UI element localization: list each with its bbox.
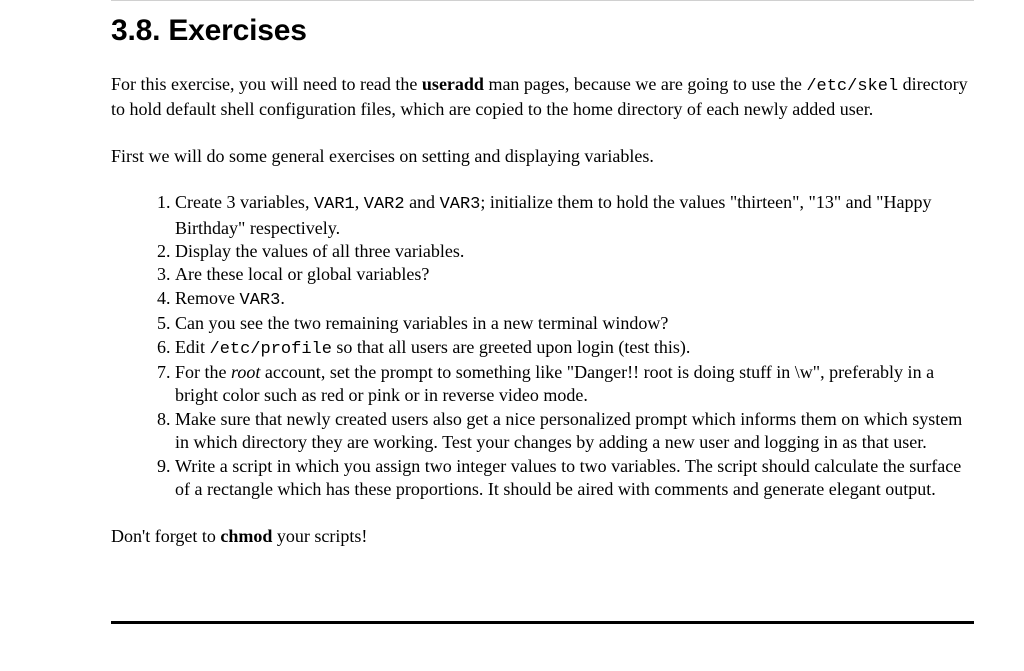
top-divider: [111, 0, 974, 1]
root-emphasis: root: [231, 362, 261, 383]
skel-path: /etc/skel: [806, 77, 899, 96]
var3-code: VAR3: [439, 195, 481, 215]
bottom-divider: [111, 621, 974, 624]
exercise-item-4: 4. Remove VAR3.: [175, 287, 976, 312]
section-title: 3.8. Exercises: [111, 14, 307, 47]
useradd-command: useradd: [421, 74, 484, 94]
var2-code: VAR2: [363, 195, 405, 215]
var1-code: VAR1: [313, 195, 355, 215]
exercise-item-1: 1. Create 3 variables, VAR1, VAR2 and VAR3; initialize them to hold the values "thirteen", "13" and "Happy Birthday" respectively.: [175, 191, 976, 240]
chmod-command: chmod: [220, 525, 273, 546]
exercise-item-2: 2. Display the values of all three variables.: [175, 240, 976, 263]
section-body: [111, 73, 976, 548]
profile-path: /etc/profile: [209, 339, 332, 359]
var3-code: VAR3: [239, 290, 281, 310]
exercise-item-5: 5. Can you see the two remaining variables in a new terminal window?: [175, 312, 976, 335]
exercise-item-9: 9. Write a script in which you assign two integer values to two variables. The script should calculate the surface of a rectangle which has these proportions. It should be aired with comments and generate elegant output.: [175, 455, 976, 502]
exercise-item-3: 3. Are these local or global variables?: [175, 263, 976, 286]
exercise-list: [111, 191, 976, 501]
exercise-item-8: 8. Make sure that newly created users also get a nice personalized prompt which informs them on which system in which directory they are working. Test your changes by adding a new user and logging in as that user.: [175, 408, 976, 455]
exercise-item-6: 6. Edit /etc/profile so that all users are greeted upon login (test this).: [175, 336, 976, 361]
closing-paragraph: Don't forget to chmod your scripts!: [111, 525, 368, 546]
lead-paragraph: First we will do some general exercises on setting and displaying variables.: [111, 145, 654, 166]
intro-paragraph: For this exercise, you will need to read the useradd man pages, because we are going to use the /etc/skel directory to hold default shell configuration files, which are copied to the home directory of each newly added user.: [111, 74, 968, 120]
exercise-item-7: 7. For the root account, set the prompt to something like "Danger!! root is doing stuff in \w", preferably in a bright color such as red or pink or in reverse video mode.: [175, 361, 976, 408]
